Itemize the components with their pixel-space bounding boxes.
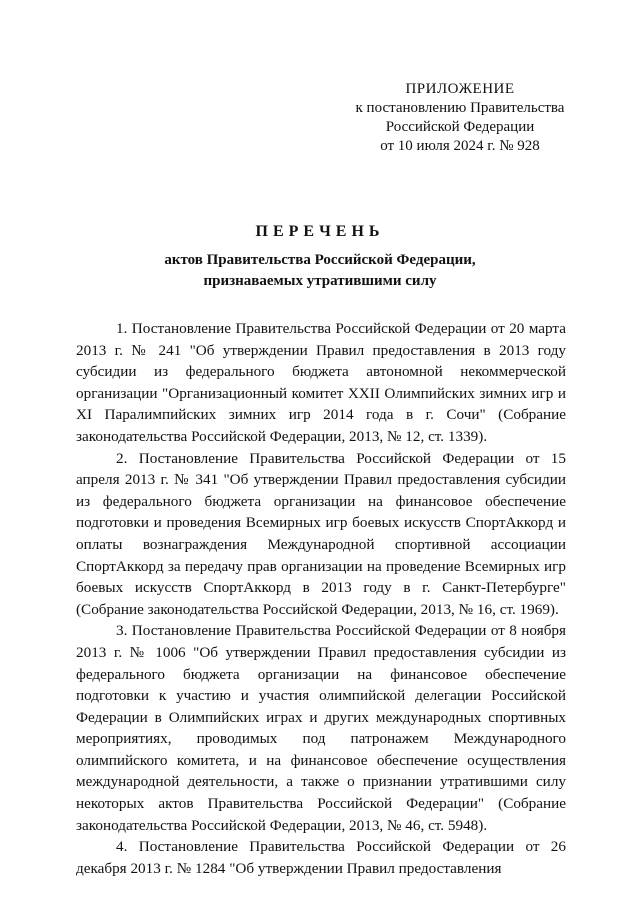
subheading-line-2: признаваемых утратившими силу <box>203 273 437 289</box>
document-subheading <box>0 250 640 292</box>
approval-title: ПРИЛОЖЕНИЕ <box>405 81 515 97</box>
list-item: 1. Постановление Правительства Российской Федерации от 20 марта 2013 г. № 241 "Об утверждении Правил предоставления в 2013 году субсидии из федерального бюджета автономной некоммерческой организации "Организационный комитет XXII Олимпийских зимних игр и XI Паралимпийских зимних игр 2014 года в г. Сочи" (Собрание законодательства Российской Федерации, 2013, № 12, ст. 1339). <box>76 320 566 445</box>
list-item: 2. Постановление Правительства Российской Федерации от 15 апреля 2013 г. № 341 "Об утверждении Правил предоставления субсидии из федерального бюджета организации на финансовое обеспечение подготовки и проведения Всемирных игр боевых искусств СпортАккорд и оплаты вознаграждения Международной спортивной ассоциации СпортАккорд за передачу прав организации на проведение Всемирных игр боевых искусств СпортАккорд в 2013 году в г. Санкт-Петербурге" (Собрание законодательства Российской Федерации, 2013, № 16, ст. 1969). <box>76 449 566 618</box>
approval-line-3: от 10 июля 2024 г. № 928 <box>380 138 540 154</box>
document-body <box>76 318 566 879</box>
approval-block <box>330 80 590 156</box>
subheading-line-1: актов Правительства Российской Федерации, <box>164 252 476 268</box>
document-heading: ПЕРЕЧЕНЬ <box>255 223 385 240</box>
list-item: 4. Постановление Правительства Российской Федерации от 26 декабря 2013 г. № 1284 "Об утверждении Правил предоставления <box>76 838 566 877</box>
approval-line-1: к постановлению Правительства <box>355 100 565 116</box>
list-item: 3. Постановление Правительства Российской Федерации от 8 ноября 2013 г. № 1006 "Об утверждении Правил предоставления субсидии из федерального бюджета организации на финансовое обеспечение подготовки к участию и участия олимпийской делегации Российской Федерации в Олимпийских играх и других международных спортивных мероприятиях, проводимых под патронажем Международного олимпийского комитета, и на финансовое обеспечение осуществления международной деятельности, а также о признании утратившими силу некоторых актов Правительства Российской Федерации" (Собрание законодательства Российской Федерации, 2013, № 46, ст. 5948). <box>76 622 566 834</box>
approval-line-2: Российской Федерации <box>385 119 535 135</box>
